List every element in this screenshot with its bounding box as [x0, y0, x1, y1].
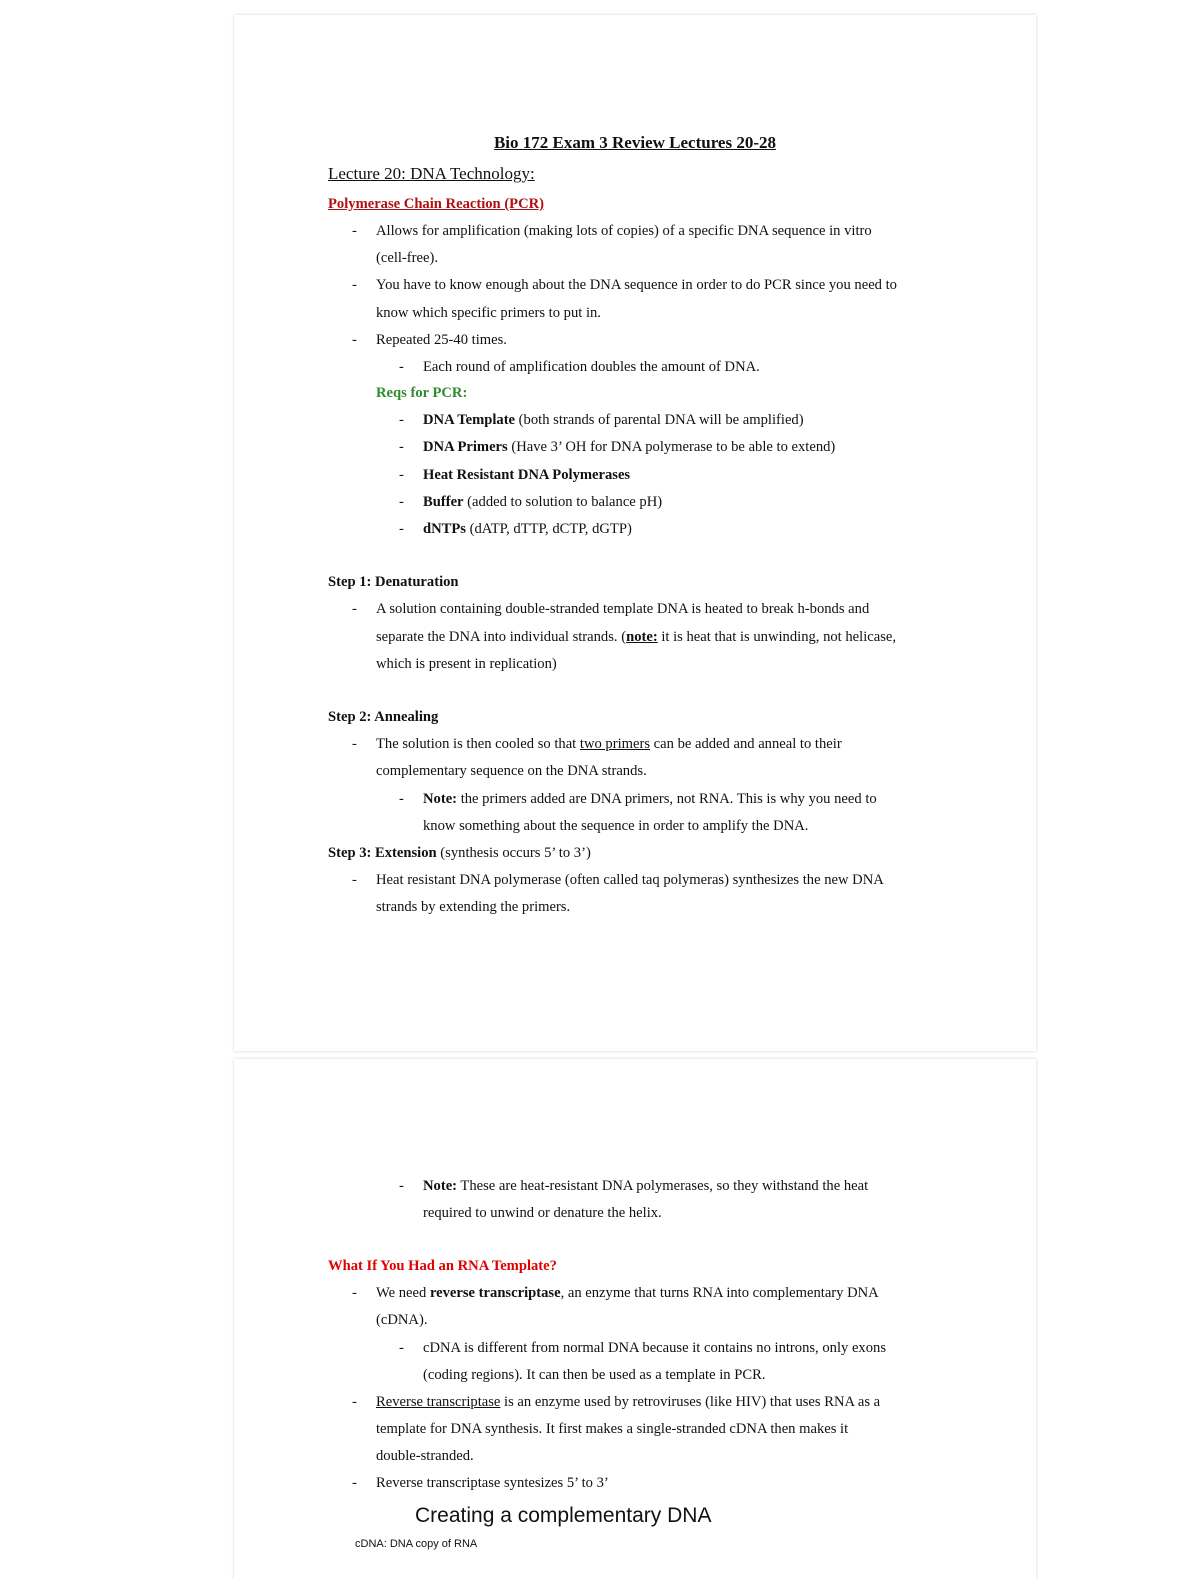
req-desc: (added to solution to balance pH)	[463, 494, 663, 510]
step2-heading: Step 2: Annealing	[328, 709, 439, 725]
pcr-bullet-3-sub: Each round of amplification doubles the amount of DNA.	[423, 359, 760, 375]
figure-subtitle: cDNA: DNA copy of RNA	[355, 1538, 478, 1550]
req-item	[423, 519, 632, 539]
bullet-dash: -	[399, 467, 404, 483]
step1-line-3: which is present in replication)	[376, 656, 557, 672]
step1-line-1: A solution containing double-stranded template DNA is heated to break h-bonds and	[376, 601, 870, 617]
req-term: DNA Primers	[423, 439, 508, 455]
pcr-bullet-3: Repeated 25-40 times.	[376, 332, 507, 348]
pcr-bullet-2-line-1: You have to know enough about the DNA sequence in order to do PCR since you need to	[376, 277, 897, 293]
req-term: Buffer	[423, 494, 464, 510]
bullet-dash: -	[352, 223, 357, 239]
req-item	[423, 437, 835, 457]
step2-line-1: The solution is then cooled so that two primers can be added and anneal to their	[376, 736, 842, 752]
bullet-dash: -	[352, 736, 357, 752]
rt-synthesis-direction: Reverse transcriptase syntesizes 5’ to 3’	[376, 1475, 609, 1491]
step3-heading: Step 3: Extension (synthesis occurs 5’ to 3’)	[328, 845, 591, 861]
req-desc: (both strands of parental DNA will be amplified)	[515, 412, 804, 428]
step2-note-line-1: Note: the primers added are DNA primers, not RNA. This is why you need to	[423, 791, 877, 807]
bullet-dash: -	[399, 494, 404, 510]
bullet-dash: -	[352, 872, 357, 888]
rv-line-3: double-stranded.	[376, 1448, 474, 1464]
bullet-dash: -	[399, 521, 404, 537]
pcr-bullet-1-line-1: Allows for amplification (making lots of copies) of a specific DNA sequence in vitro	[376, 223, 872, 239]
req-item	[423, 410, 804, 430]
step3-line-1: Heat resistant DNA polymerase (often called taq polymeras) synthesizes the new DNA	[376, 872, 884, 888]
bullet-dash: -	[352, 1475, 357, 1491]
bullet-dash: -	[352, 1394, 357, 1410]
pcr-bullet-2-line-2: know which specific primers to put in.	[376, 305, 601, 321]
req-desc: (Have 3’ OH for DNA polymerase to be able to extend)	[507, 439, 836, 455]
req-item	[423, 492, 662, 512]
rt-line-1: We need reverse transcriptase, an enzyme that turns RNA into complementary DNA	[376, 1285, 879, 1301]
document-title: Bio 172 Exam 3 Review Lectures 20-28	[493, 133, 777, 152]
figure-title: Creating a complementary DNA	[415, 1504, 712, 1527]
step2-note-line-2: know something about the sequence in order to amplify the DNA.	[423, 818, 809, 834]
rt-line-2: (cDNA).	[376, 1312, 428, 1328]
document-page-1	[234, 15, 1036, 1051]
req-term: Heat Resistant DNA Polymerases	[423, 467, 631, 483]
page2-note-line-1: Note: These are heat-resistant DNA polymerases, so they withstand the heat	[423, 1178, 869, 1194]
bullet-dash: -	[352, 277, 357, 293]
reqs-heading: Reqs for PCR:	[376, 385, 468, 401]
bullet-dash: -	[399, 439, 404, 455]
pcr-bullet-1-line-2: (cell-free).	[376, 250, 438, 266]
bullet-dash: -	[352, 601, 357, 617]
req-desc: (dATP, dTTP, dCTP, dGTP)	[465, 521, 632, 537]
step2-line-2: complementary sequence on the DNA strands.	[376, 763, 647, 779]
pcr-heading: Polymerase Chain Reaction (PCR)	[328, 196, 545, 212]
cdna-line-2: (coding regions). It can then be used as a template in PCR.	[423, 1367, 766, 1383]
req-term: dNTPs	[423, 521, 466, 537]
page2-note-line-2: required to unwind or denature the helix.	[423, 1205, 662, 1221]
step1-heading: Step 1: Denaturation	[328, 574, 459, 590]
rv-line-1: Reverse transcriptase is an enzyme used by retroviruses (like HIV) that uses RNA as a	[376, 1394, 881, 1410]
bullet-dash: -	[352, 1285, 357, 1301]
req-term: DNA Template	[423, 412, 516, 428]
document-page-2	[234, 1059, 1036, 1579]
bullet-dash: -	[352, 332, 357, 348]
bullet-dash: -	[399, 791, 404, 807]
req-item	[423, 465, 630, 485]
bullet-dash: -	[399, 412, 404, 428]
rv-line-2: template for DNA synthesis. It first makes a single-stranded cDNA then makes it	[376, 1421, 849, 1437]
bullet-dash: -	[399, 1340, 404, 1356]
step1-line-2: separate the DNA into individual strands. (note: it is heat that is unwinding, not helicase,	[376, 629, 897, 645]
cdna-line-1: cDNA is different from normal DNA because it contains no introns, only exons	[423, 1340, 886, 1356]
bullet-dash: -	[399, 1178, 404, 1194]
bullet-dash: -	[399, 359, 404, 375]
rna-template-heading: What If You Had an RNA Template?	[328, 1258, 557, 1274]
lecture-heading: Lecture 20: DNA Technology:	[328, 164, 535, 183]
step3-line-2: strands by extending the primers.	[376, 899, 571, 915]
